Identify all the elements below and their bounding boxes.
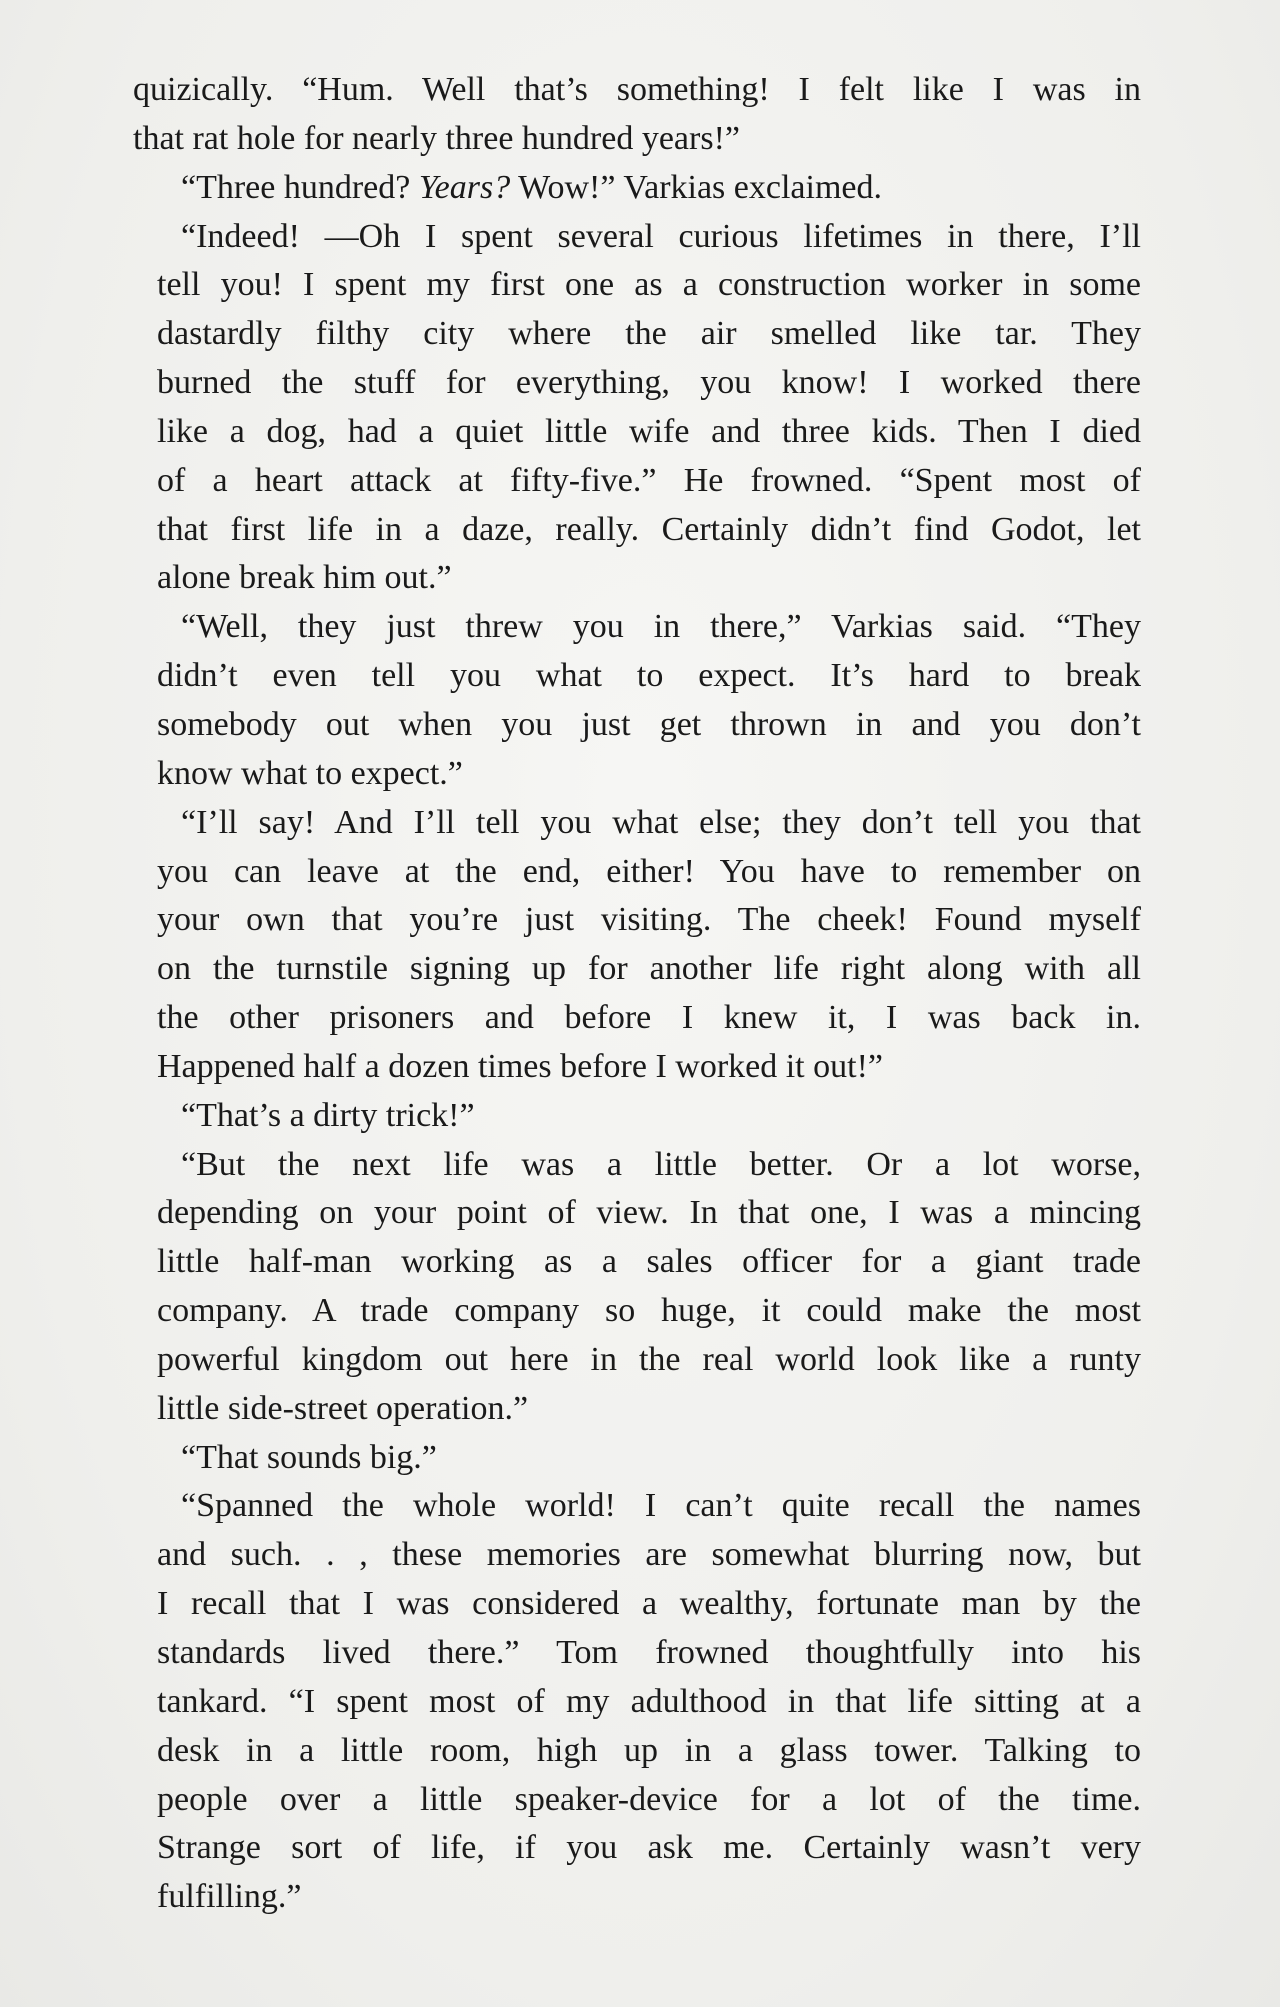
paragraph-6 — [133, 1092, 1141, 1141]
text-line: little side-street operation.” — [157, 1389, 529, 1427]
text-line: Happened half a dozen times before I worked it out!” — [157, 1047, 883, 1085]
text-line: tell you! I spent my first one as a construction worker in some — [157, 266, 1141, 304]
text-line: Strange sort of life, if you ask me. Certainly wasn’t very — [157, 1829, 1141, 1867]
text-line: “Spanned the whole world! I can’t quite recall the names — [181, 1487, 1141, 1525]
text-line: that first life in a daze, really. Certainly didn’t find Godot, let — [157, 510, 1141, 548]
text-line: standards lived there.” Tom frowned thoughtfully into his — [157, 1634, 1141, 1671]
text-line: alone break him out.” — [157, 559, 452, 597]
text-line: I recall that I was considered a wealthy, fortunate man by the — [157, 1585, 1141, 1623]
text-line: company. A trade company so huge, it could make the most — [157, 1292, 1141, 1330]
emphasis-text: Years? — [418, 168, 511, 206]
text-line: “That’s a dirty trick!” — [181, 1096, 475, 1134]
text-line: the other prisoners and before I knew it, I was back in. — [157, 999, 1141, 1037]
text-segment: Wow!” Varkias exclaimed. — [510, 168, 882, 206]
text-line: of a heart attack at fifty-five.” He frowned. “Spent most of — [157, 461, 1141, 499]
text-line: “But the next life was a little better. Or a lot worse, — [181, 1145, 1141, 1183]
text-line: “Indeed! —Oh I spent several curious lifetimes in there, I’ll — [181, 217, 1141, 255]
text-line: that rat hole for nearly three hundred years!” — [133, 119, 740, 157]
text-line: dastardly filthy city where the air smelled like tar. They — [157, 315, 1141, 353]
text-line: on the turnstile signing up for another life right along with all — [157, 950, 1141, 988]
text-line: quizically. “Hum. Well that’s something! I felt like I was in — [133, 71, 1141, 108]
text-line — [133, 164, 1141, 213]
text-line: depending on your point of view. In that one, I was a mincing — [157, 1194, 1141, 1232]
text-line: powerful kingdom out here in the real world look like a runty — [157, 1340, 1141, 1378]
paragraph-4 — [133, 603, 1141, 798]
text-line: desk in a little room, high up in a glass tower. Talking to — [157, 1731, 1141, 1769]
paragraph-3 — [133, 213, 1141, 604]
text-line: didn’t even tell you what to expect. It’s hard to break — [157, 657, 1141, 695]
paragraph-9 — [133, 1482, 1141, 1922]
text-line: people over a little speaker-device for a lot of the time. — [157, 1780, 1141, 1818]
text-line: like a dog, had a quiet little wife and three kids. Then I died — [157, 412, 1141, 450]
text-line: “Well, they just threw you in there,” Varkias said. “They — [181, 608, 1141, 646]
text-line: “That sounds big.” — [181, 1438, 437, 1476]
text-line: and such. . , these memories are somewhat blurring now, but — [157, 1536, 1141, 1574]
paragraph-1 — [133, 66, 1141, 164]
paragraph-2 — [133, 164, 1141, 213]
text-line: know what to expect.” — [157, 754, 463, 792]
text-segment: “Three hundred? — [181, 168, 419, 206]
text-line: somebody out when you just get thrown in and you don’t — [157, 705, 1141, 743]
text-line: burned the stuff for everything, you know! I worked there — [157, 364, 1141, 402]
text-line: tankard. “I spent most of my adulthood in that life sitting at a — [157, 1682, 1141, 1720]
text-line: you can leave at the end, either! You have to remember on — [157, 852, 1141, 890]
paragraph-5 — [133, 799, 1141, 1092]
text-line: “I’ll say! And I’ll tell you what else; they don’t tell you that — [181, 803, 1141, 841]
text-line: your own that you’re just visiting. The cheek! Found myself — [157, 901, 1141, 939]
paragraph-7 — [133, 1141, 1141, 1434]
paragraph-8 — [133, 1434, 1141, 1483]
page-body — [133, 66, 1141, 1922]
text-line: fulfilling.” — [157, 1878, 302, 1916]
text-line: little half-man working as a sales officer for a giant trade — [157, 1243, 1141, 1281]
